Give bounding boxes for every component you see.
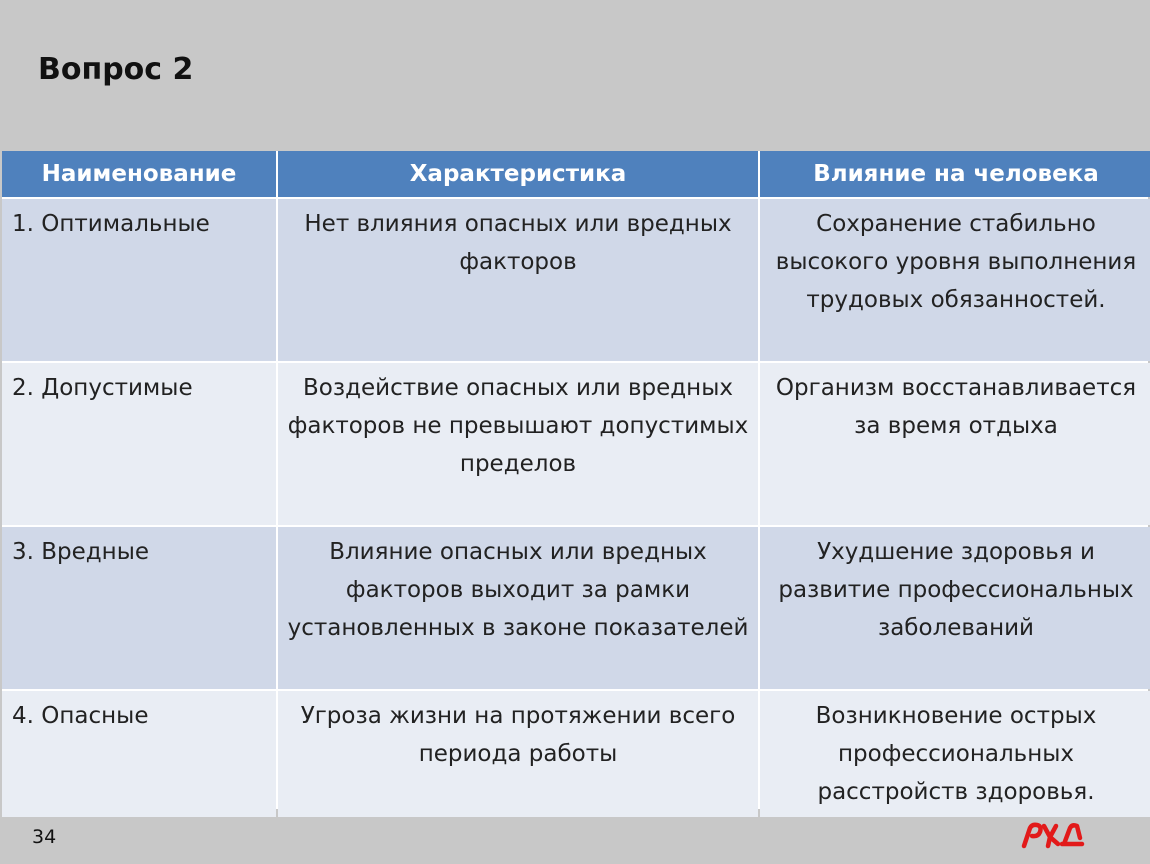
row-4-impact: Возникновение острых профессиональных расстройств здоровья. bbox=[760, 691, 1150, 817]
row-4-characteristic: Угроза жизни на протяжении всего периода работы bbox=[278, 691, 758, 817]
classification-table bbox=[2, 151, 1148, 809]
page-number: 34 bbox=[32, 826, 57, 848]
row-1-characteristic: Нет влияния опасных или вредных факторов bbox=[278, 199, 758, 361]
column-header-impact: Влияние на человека bbox=[760, 151, 1150, 197]
row-3-impact: Ухудшение здоровья и развитие профессиональных заболеваний bbox=[760, 527, 1150, 689]
row-3-name: 3. Вредные bbox=[2, 527, 276, 689]
row-4-name: 4. Опасные bbox=[2, 691, 276, 817]
row-1-name: 1. Оптимальные bbox=[2, 199, 276, 361]
row-2-impact: Организм восстанавливается за время отдыха bbox=[760, 363, 1150, 525]
rzd-logo-icon bbox=[1018, 820, 1086, 854]
slide-title: Вопрос 2 bbox=[38, 52, 194, 87]
column-header-characteristic: Характеристика bbox=[278, 151, 758, 197]
row-3-characteristic: Влияние опасных или вредных факторов выходит за рамки установленных в законе показателей bbox=[278, 527, 758, 689]
row-1-impact: Сохранение стабильно высокого уровня выполнения трудовых обязанностей. bbox=[760, 199, 1150, 361]
row-2-name: 2. Допустимые bbox=[2, 363, 276, 525]
row-2-characteristic: Воздействие опасных или вредных факторов не превышают допустимых пределов bbox=[278, 363, 758, 525]
column-header-name: Наименование bbox=[2, 151, 276, 197]
